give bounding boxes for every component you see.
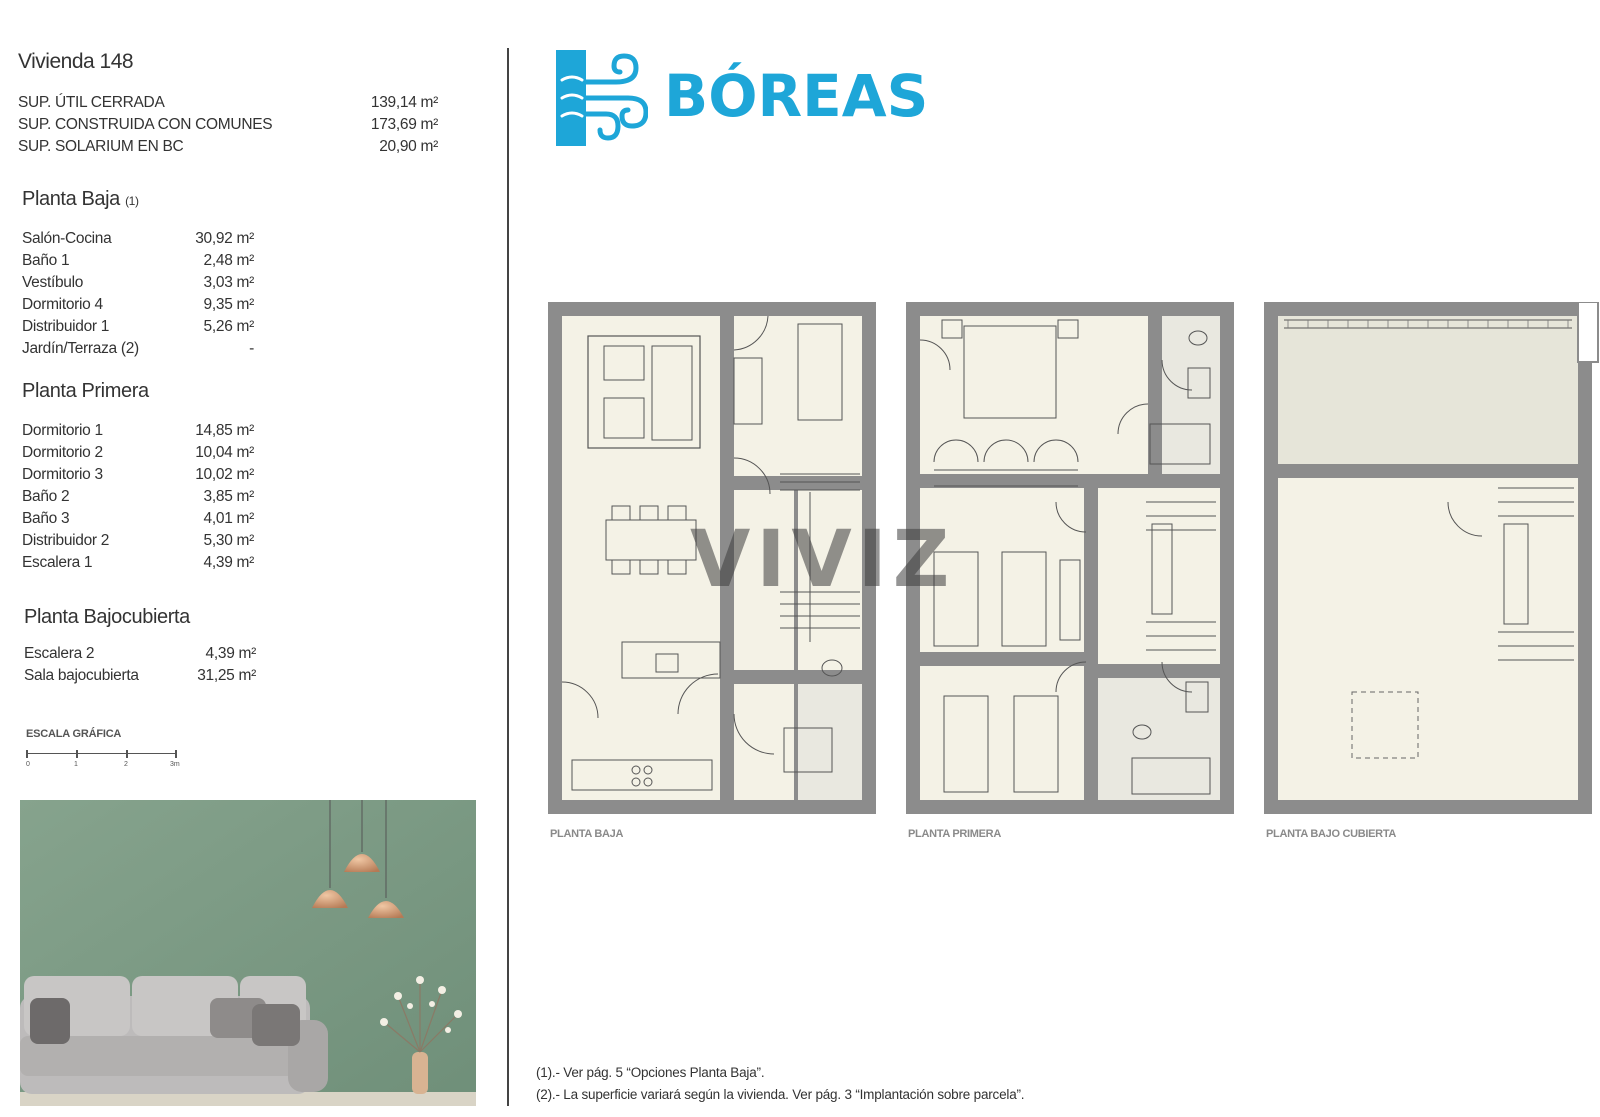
plan-label-ground: PLANTA BAJA [550,828,624,840]
room-area: 10,04 m² [195,444,254,461]
room-area: 2,48 m² [203,252,254,269]
room-row [24,665,256,687]
room-row [22,250,254,272]
room-name: Sala bajocubierta [24,667,139,684]
surface-value: 20,90 m² [379,138,438,155]
room-row [22,316,254,338]
room-area: - [249,340,254,357]
room-name: Dormitorio 4 [22,296,103,313]
watermark: VIVIZ [690,515,956,605]
surface-value: 139,14 m² [370,94,438,111]
room-name: Salón-Cocina [22,230,112,247]
room-area: 5,26 m² [203,318,254,335]
room-name: Dormitorio 1 [22,422,103,439]
attic-floor-plan [1264,302,1600,819]
surface-row [18,114,438,136]
surface-label: SUP. ÚTIL CERRADA [18,94,165,111]
scale-bar [26,750,176,758]
surface-summary [18,92,438,158]
plan-label-attic: PLANTA BAJO CUBIERTA [1266,828,1397,840]
interior-photo [20,800,476,1106]
room-row [22,272,254,294]
room-name: Vestíbulo [22,274,84,291]
ground-floor-title [22,188,139,211]
room-row [22,442,254,464]
room-area: 5,30 m² [203,532,254,549]
room-area: 9,35 m² [203,296,254,313]
room-row [24,643,256,665]
scale-tick-label: 3m [170,761,180,768]
scale-label: ESCALA GRÁFICA [26,728,122,740]
unit-title: Vivienda 148 [18,50,134,73]
ground-floor-title-text: Planta Baja [22,188,120,210]
scale-numbers [26,761,186,771]
attic-floor-room-list [24,643,256,687]
plan-label-first: PLANTA PRIMERA [908,828,1001,840]
brand-name: BÓREAS [664,62,929,130]
room-row [22,464,254,486]
scale-tick-label: 0 [26,761,30,768]
surface-label: SUP. CONSTRUIDA CON COMUNES [18,116,273,133]
room-name: Distribuidor 1 [22,318,110,335]
room-area: 4,39 m² [205,645,256,662]
room-name: Baño 2 [22,488,70,505]
room-area: 3,03 m² [203,274,254,291]
surface-value: 173,69 m² [370,116,438,133]
room-name: Dormitorio 2 [22,444,103,461]
room-name: Baño 1 [22,252,70,269]
attic-floor-title: Planta Bajocubierta [24,606,190,628]
room-row [22,420,254,442]
room-area: 30,92 m² [195,230,254,247]
footnote: (1).- Ver pág. 5 “Opciones Planta Baja”. [536,1065,765,1080]
vertical-divider [507,48,509,1106]
room-row [22,530,254,552]
boreas-logo-mark [556,50,648,146]
room-area: 4,39 m² [203,554,254,571]
room-row [22,552,254,574]
room-area: 14,85 m² [195,422,254,439]
room-name: Dormitorio 3 [22,466,103,483]
room-name: Escalera 2 [24,645,95,662]
room-area: 31,25 m² [197,667,256,684]
surface-label: SUP. SOLARIUM EN BC [18,138,184,155]
graphic-scale [26,728,186,771]
first-floor-room-list [22,420,254,574]
room-area: 4,01 m² [203,510,254,527]
footnotes [536,1062,1024,1106]
surface-row [18,92,438,114]
room-name: Baño 3 [22,510,70,527]
room-area: 10,02 m² [195,466,254,483]
first-floor-title: Planta Primera [22,380,149,402]
room-name: Escalera 1 [22,554,93,571]
scale-tick-label: 1 [74,761,78,768]
ground-floor-note: (1) [125,194,139,208]
surface-row [18,136,438,158]
footnote: (2).- La superficie variará según la vivienda. Ver pág. 3 “Implantación sobre parcela”. [536,1087,1025,1102]
room-name: Distribuidor 2 [22,532,110,549]
room-row [22,294,254,316]
room-row [22,228,254,250]
room-area: 3,85 m² [203,488,254,505]
room-row [22,508,254,530]
room-row [22,338,254,360]
room-name: Jardín/Terraza (2) [22,340,139,357]
scale-tick-label: 2 [124,761,128,768]
ground-floor-room-list [22,228,254,360]
room-row [22,486,254,508]
